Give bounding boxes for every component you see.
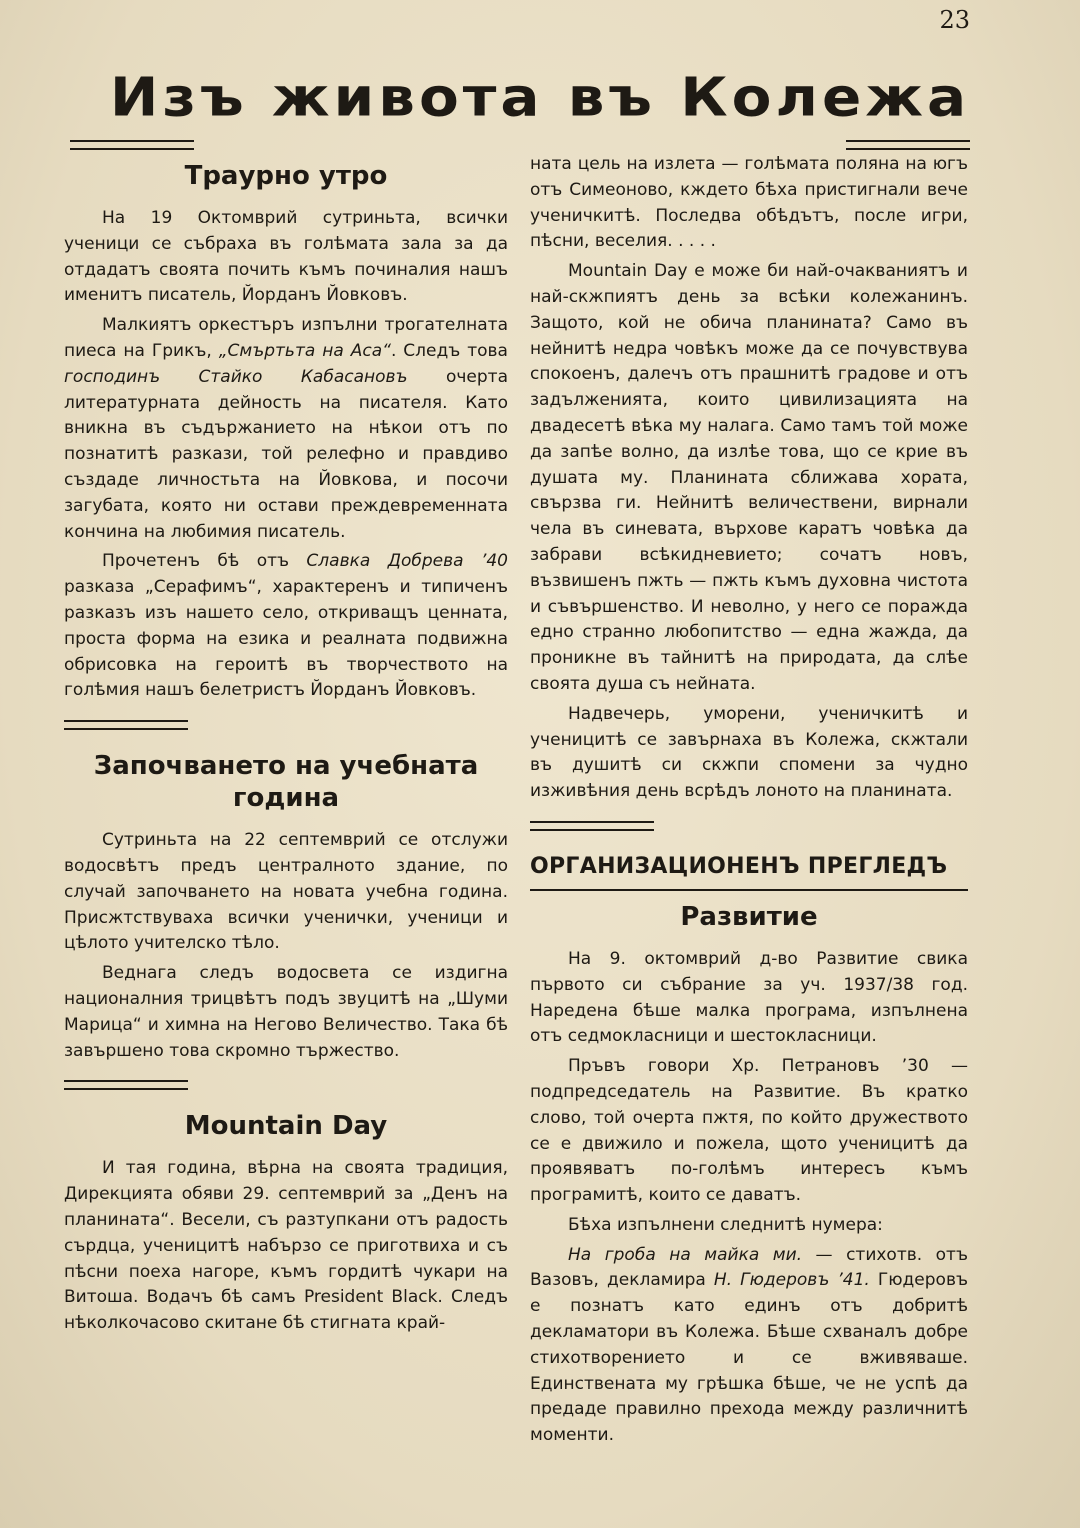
paragraph: И тая година, вѣрна на своята традиция, Дирекцията обяви 29. септемврий за „Денъ на планината“. Весели, съ разтупкани отъ радость сърдца, ученицитѣ набързо се приготвиха и съ пѣсни поеха нагоре, къмъ гордитѣ чукари на Витоша. Водачъ бѣ самъ President Black. Следъ нѣколкочасово скитане бѣ стигната край- (64, 1158, 508, 1334)
paragraph: На гроба на майка ми. — стихотв. отъ Вазовъ, декламира Н. Гюдеровъ ’41. Гюдеровъ е познатъ като единъ отъ добритѣ декламатори въ Колежа. Бѣше схваналъ добре стихотворението и се вживяваше. Единствената му грѣшка бѣше, че не успѣ да предаде правилно прехода между различнитѣ моменти. (530, 1244, 968, 1446)
paragraph: Mountain Day е може би най-очакваниятъ и най-скжпиятъ день за всѣки колежанинъ. Защото, кой не обича планината? Само въ нейнитѣ недра човѣкъ може да се почувствува спокоенъ, далечъ отъ прашнитѣ градове и отъ задълженията, които цивилизацията на двадесетѣ вѣка му налага. Само тамъ той може да запѣе волно, да излѣе това, що се крие въ душата му. Планината сближава хората, свързва ги. Нейнитѣ величествени, вирнали чела въ синевата, върхове каратъ човѣка да забрави всѣкидневието; сочатъ новъ, възвишенъ пжть — пжть къмъ духовна чистота и съвършенство. И неволно, у него се поражда едно странно любопитство — една жажда, да проникне въ тайнитѣ на природата, да слѣе своята душа съ нейната. (530, 261, 968, 694)
section-divider (64, 720, 188, 730)
paragraph-continued: ната цель на излета — голѣмата поляна на югъ отъ Симеоново, кждето бѣха пристигнали вече ученичкитѣ. Последва обѣдътъ, после игри, пѣсни, веселия. . . . . (530, 154, 968, 252)
paragraph: Малкиятъ оркестъръ изпълни трогателната пиеса на Грикъ, „Смъртьта на Аса“. Следъ това господинъ Стайко Кабасановъ очерта литературната дейность на писателя. Като вникна въ съдържанието на нѣкои отъ по познатитѣ разкази, той релефно и правдиво създаде личностьта на Йовкова, и посочи загубата, която ни остави преждевременната кончина на любимия писатель. (64, 315, 508, 542)
page-number: 23 (939, 6, 970, 34)
masthead-rule-left (70, 140, 194, 150)
paragraph: Бѣха изпълнени следнитѣ нумера: (568, 1214, 883, 1235)
masthead-rule-right (846, 140, 970, 150)
section-title-development: Развитие (680, 901, 818, 932)
paragraph: Пръвъ говори Хр. Петрановъ ’30 — подпредседатель на Развитие. Въ кратко слово, той очерта пжтя, по който дружеството се е движило и пожела, щото ученицитѣ да проявяватъ по-голѣмъ интересъ къмъ програмитѣ, които се даватъ. (530, 1056, 968, 1206)
paragraph: Сутриньта на 22 септемврий се отслужи водосвѣтъ предъ централното здание, по случай започването на новата учебна година. Присжтствуваха всички ученички, ученици и цѣлото учителско тѣло. (64, 830, 508, 954)
right-column (530, 152, 968, 1453)
paragraph: Прочетенъ бѣ отъ Славка Добрева ’40 разказа „Серафимъ“, характеренъ и типиченъ разказъ изъ нашето село, откриващъ ценната, проста форма на езика и реалната подвижна обрисовка на героитѣ въ творчеството на голѣмия нашъ белетристъ Йорданъ Йовковъ. (64, 551, 508, 701)
section-title-mourning: Траурно утро (184, 161, 388, 191)
masthead-title: Изъ живота въ Колежа (109, 65, 971, 129)
section-title-organizational-review: ОРГАНИЗАЦИОНЕНЪ ПРЕГЛЕДЪ (530, 851, 968, 891)
paragraph: На 19 Октомврий сутриньта, всички ученици се събраха въ голѣмата зала за да отдадатъ своята почить къмъ починалия нашъ именитъ писатель, Йорданъ Йовковъ. (64, 208, 508, 306)
paragraph: На 9. октомврий д-во Развитие свика първото си събрание за уч. 1937/38 год. Наредена бѣше малка програма, изпълнена отъ седмокласници и шестокласници. (530, 948, 968, 1047)
left-column (64, 140, 508, 1341)
paragraph: Веднага следъ водосвета се издигна националния трицвѣтъ подъ звуцитѣ на „Шуми Марица“ и химна на Негово Величество. Така бѣ завършено това скромно тържество. (64, 963, 508, 1061)
paragraph: Надвечерь, уморени, ученичкитѣ и ученицитѣ се завърнаха въ Колежа, скжтали въ душитѣ си скжпи спомени за чудно изживѣния день всрѣдъ лоното на планината. (530, 703, 968, 802)
section-title-school-year: Започването на учебната година (93, 751, 479, 814)
section-divider (530, 821, 654, 831)
section-divider (64, 1080, 188, 1090)
section-title-mountain-day: Mountain Day (184, 1111, 388, 1142)
